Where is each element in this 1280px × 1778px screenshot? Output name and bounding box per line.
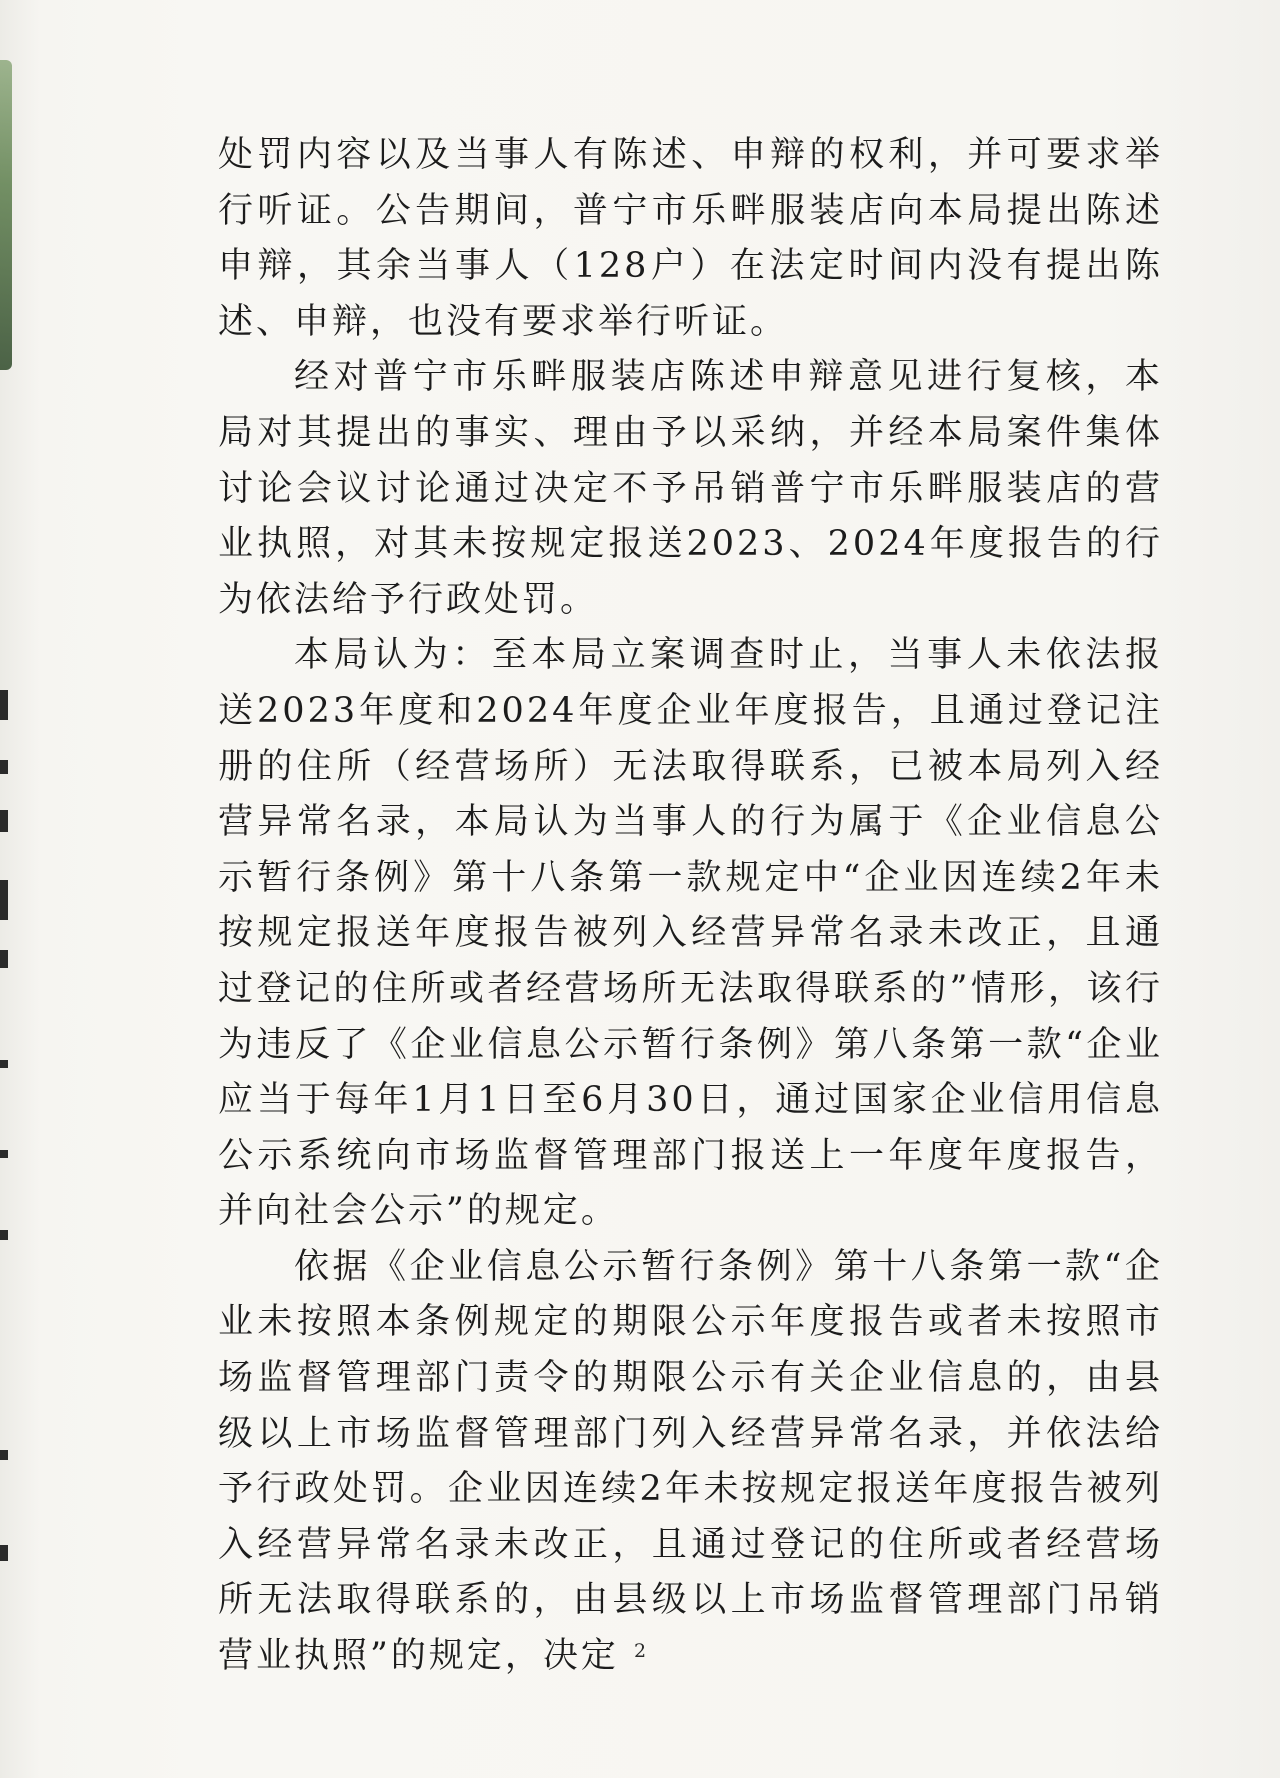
document-body [218,128,1163,1685]
paragraph-basis: 依据《企业信息公示暂行条例》第十八条第一款“企业未按照本条例规定的期限公示年度报告或者未按照市场监督管理部门责令的期限公示有关企业信息的，由县级以上市场监督管理部门列入经营异常名录，并依法给予行政处罚。企业因连续2年未按规定报送年度报告被列入经营异常名录未改正，且通过登记的住所或者经营场所无法取得联系的，由县级以上市场监督管理部门吊销营业执照”的规定，决定 [218,1246,1163,1677]
scan-edge-mark [0,1060,8,1068]
paragraph-continued: 处罚内容以及当事人有陈述、申辩的权利，并可要求举行听证。公告期间，普宁市乐畔服装店向本局提出陈述申辩，其余当事人（128户）在法定时间内没有提出陈述、申辩，也没有要求举行听证。 [218,135,1163,342]
scan-edge-mark [0,1450,8,1460]
scan-edge-mark [0,1150,8,1158]
scan-edge-mark [0,1230,8,1240]
scan-edge-mark [0,810,8,832]
scan-edge-mark [0,760,8,774]
scan-edge-mark [0,880,8,920]
scan-edge-mark [0,950,8,968]
scan-edge-mark [0,1545,8,1561]
page-number: 2 [633,1640,647,1662]
binding-edge-mark [0,60,12,370]
paragraph-review: 经对普宁市乐畔服装店陈述申辩意见进行复核，本局对其提出的事实、理由予以采纳，并经本局案件集体讨论会议讨论通过决定不予吊销普宁市乐畔服装店的营业执照，对其未按规定报送2023、2024年度报告的行为依法给予行政处罚。 [218,357,1163,620]
paragraph-finding: 本局认为：至本局立案调查时止，当事人未依法报送2023年度和2024年度企业年度报告，且通过登记注册的住所（经营场所）无法取得联系，已被本局列入经营异常名录，本局认为当事人的行为属于《企业信息公示暂行条例》第十八条第一款规定中“企业因连续2年未按规定报送年度报告被列入经营异常名录未改正，且通过登记的住所或者经营场所无法取得联系的”情形，该行为违反了《企业信息公示暂行条例》第八条第一款“企业应当于每年1月1日至6月30日，通过国家企业信用信息公示系统向市场监督管理部门报送上一年度年度报告，并向社会公示”的规定。 [218,635,1163,1232]
scan-edge-mark [0,690,8,720]
